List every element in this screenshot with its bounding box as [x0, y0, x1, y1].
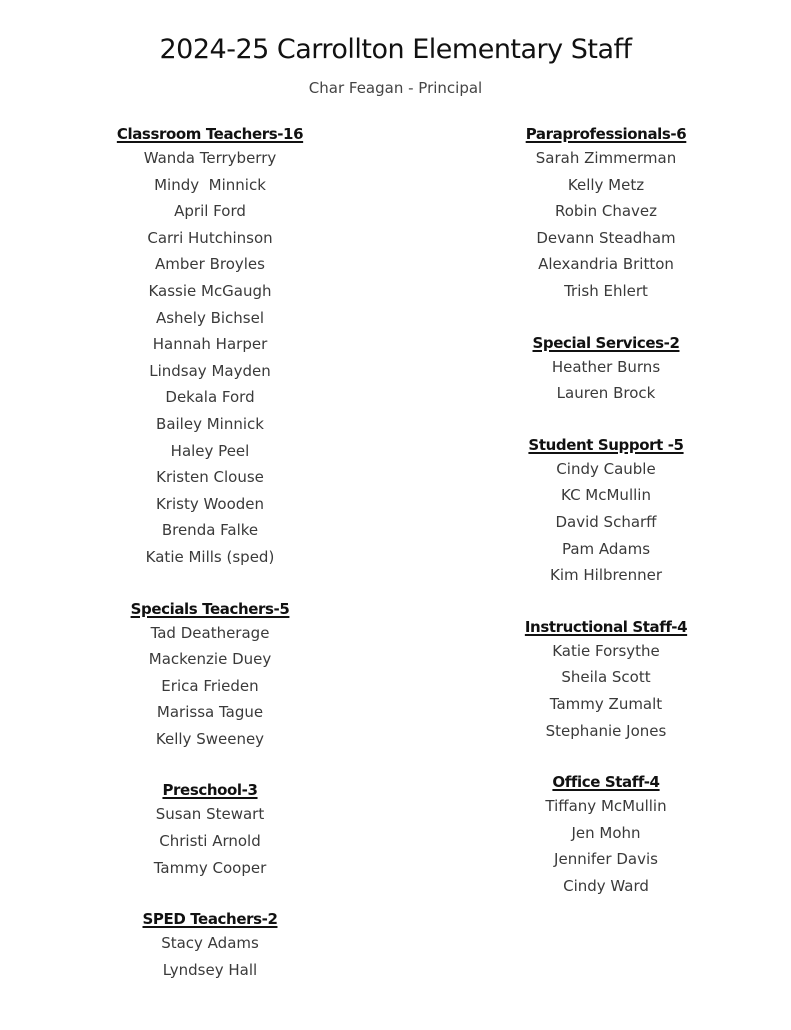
principal-line: Char Feagan - Principal: [308, 79, 483, 97]
section-heading: SPED Teachers-2: [142, 910, 278, 929]
staff-name: Jennifer Davis: [554, 850, 658, 869]
staff-name: Lauren Brock: [556, 384, 656, 403]
section-spacer: [506, 305, 706, 332]
staff-name: Stephanie Jones: [545, 721, 667, 740]
staff-name: Carri Hutchinson: [147, 228, 273, 247]
section-heading: Specials Teachers-5: [130, 599, 290, 618]
section-heading: Preschool-3: [162, 781, 258, 800]
staff-section: [110, 908, 310, 983]
staff-name: Devann Steadham: [536, 228, 676, 247]
staff-name: Lindsay Mayden: [149, 361, 271, 380]
staff-name: Wanda Terryberry: [143, 149, 277, 167]
staff-name: Heather Burns: [551, 357, 661, 376]
section-heading: Student Support -5: [528, 435, 684, 454]
staff-name: Kim Hilbrenner: [550, 566, 662, 585]
staff-name: Tammy Cooper: [153, 858, 267, 877]
staff-name: Christi Arnold: [159, 832, 261, 851]
staff-name: April Ford: [174, 202, 246, 221]
staff-name: Amber Broyles: [155, 255, 265, 274]
staff-name: Brenda Falke: [161, 521, 259, 540]
staff-name: Katie Mills (sped): [145, 547, 275, 566]
page-title: 2024-25 Carrollton Elementary Staff: [159, 34, 632, 65]
section-spacer: [506, 589, 706, 616]
staff-name: KC McMullin: [561, 486, 651, 505]
section-heading: Instructional Staff-4: [524, 617, 688, 636]
staff-name: Kristy Wooden: [155, 494, 265, 513]
staff-name: Pam Adams: [561, 539, 651, 558]
staff-section: [110, 598, 310, 753]
staff-name: Mindy Minnick: [154, 175, 266, 194]
staff-name: Sheila Scott: [561, 668, 651, 687]
staff-name: Sarah Zimmerman: [535, 149, 677, 167]
section-spacer: [506, 744, 706, 771]
section-heading: Special Services-2: [532, 333, 680, 352]
staff-name: Erica Frieden: [161, 676, 259, 695]
section-spacer: [110, 571, 310, 598]
staff-name: Ashely Bichsel: [155, 308, 265, 327]
section-spacer: [110, 752, 310, 779]
staff-section: [506, 771, 706, 899]
staff-name: Kassie McGaugh: [148, 281, 272, 300]
staff-name: Robin Chavez: [554, 202, 658, 221]
staff-name: Kelly Sweeney: [155, 729, 265, 748]
staff-name: Hannah Harper: [152, 335, 268, 354]
staff-name: Mackenzie Duey: [148, 650, 272, 669]
staff-name: Haley Peel: [170, 441, 250, 460]
staff-section: [506, 434, 706, 589]
section-heading: Paraprofessionals-6: [525, 125, 687, 143]
staff-name: Bailey Minnick: [156, 414, 264, 433]
staff-name: Trish Ehlert: [564, 281, 648, 300]
section-spacer: [110, 881, 310, 908]
staff-name: Lyndsey Hall: [162, 960, 258, 979]
staff-name: Kristen Clouse: [156, 468, 264, 487]
staff-name: Tiffany McMullin: [545, 797, 667, 816]
staff-name: Alexandria Britton: [538, 255, 674, 274]
left-column: [110, 123, 310, 983]
staff-section: [506, 332, 706, 407]
section-heading: Office Staff-4: [552, 773, 660, 792]
staff-name: Marissa Tague: [156, 703, 264, 722]
staff-name: Katie Forsythe: [552, 641, 660, 660]
staff-name: Tad Deatherage: [150, 623, 270, 642]
staff-name: Cindy Cauble: [556, 459, 656, 478]
staff-name: Jen Mohn: [571, 823, 641, 842]
staff-name: Stacy Adams: [161, 934, 259, 953]
staff-section: [506, 616, 706, 744]
staff-name: Tammy Zumalt: [549, 694, 663, 713]
staff-name: Susan Stewart: [155, 805, 265, 824]
staff-section: [110, 779, 310, 881]
staff-name: David Scharff: [555, 512, 657, 531]
staff-section: [110, 123, 310, 571]
staff-name: Cindy Ward: [563, 876, 649, 895]
staff-name: Kelly Metz: [567, 175, 645, 194]
staff-section: [506, 123, 706, 305]
section-heading: Classroom Teachers-16: [116, 125, 304, 143]
right-column: [506, 123, 706, 899]
staff-name: Dekala Ford: [165, 388, 255, 407]
section-spacer: [506, 407, 706, 434]
